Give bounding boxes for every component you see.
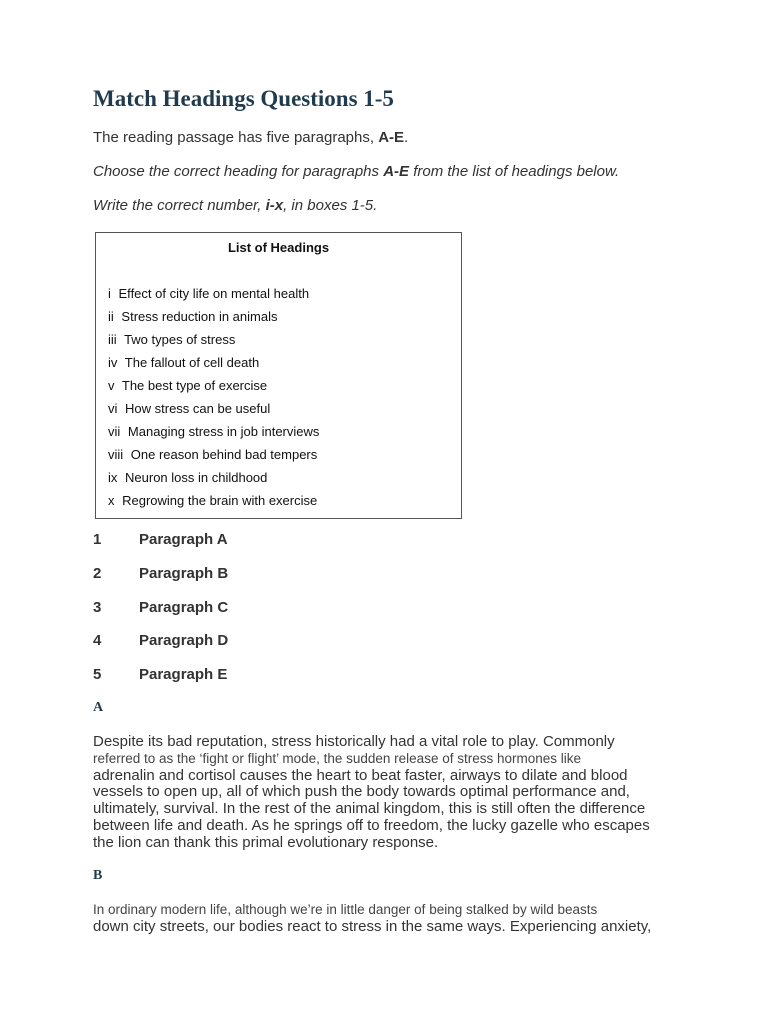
intro-line-3 xyxy=(93,197,377,214)
heading-number: viii xyxy=(108,447,124,462)
heading-number: iv xyxy=(108,355,118,370)
question-number: 1 xyxy=(93,531,102,548)
question-label: Paragraph D xyxy=(139,632,229,649)
paragraph-a xyxy=(93,734,693,852)
heading-text: How stress can be useful xyxy=(125,401,271,416)
heading-item xyxy=(108,470,319,493)
heading-text: The fallout of cell death xyxy=(124,355,260,370)
question-label: Paragraph C xyxy=(139,599,229,616)
intro-line-1-bold: A-E xyxy=(378,129,405,146)
headings-box-title: List of Headings xyxy=(227,240,330,255)
paragraph-line: adrenalin and cortisol causes the heart to beat faster, airways to dilate and blood xyxy=(93,766,628,784)
heading-number: ii xyxy=(108,309,114,324)
heading-number: vii xyxy=(108,424,121,439)
section-heading-b: B xyxy=(93,868,103,883)
heading-item xyxy=(108,355,319,378)
heading-text: Neuron loss in childhood xyxy=(125,470,268,485)
heading-number: x xyxy=(108,493,115,508)
heading-number: vi xyxy=(108,401,118,416)
heading-text: One reason behind bad tempers xyxy=(130,447,318,462)
intro-line-3-bold: i-x xyxy=(265,197,284,214)
heading-item xyxy=(108,447,319,470)
question-label: Paragraph E xyxy=(139,666,228,683)
intro-line-2-text: Choose the correct heading for paragraphs xyxy=(93,163,384,180)
page-title: Match Headings Questions 1-5 xyxy=(93,86,394,111)
paragraph-line: In ordinary modern life, although we’re in little danger of being stalked by wild beasts xyxy=(93,902,598,917)
heading-item xyxy=(108,309,319,332)
intro-line-2-bold: A-E xyxy=(383,163,410,180)
paragraph-line: Despite its bad reputation, stress historically had a vital role to play. Commonly xyxy=(93,733,615,750)
heading-item xyxy=(108,332,319,355)
intro-line-1 xyxy=(93,129,408,146)
heading-text: Stress reduction in animals xyxy=(121,309,278,324)
intro-line-3-text: Write the correct number, xyxy=(93,197,266,214)
question-number: 4 xyxy=(93,632,102,649)
intro-line-1-text: The reading passage has five paragraphs, xyxy=(93,129,379,146)
heading-text: Effect of city life on mental health xyxy=(118,286,310,301)
heading-number: v xyxy=(108,378,115,393)
heading-number: ix xyxy=(108,470,118,485)
question-number: 2 xyxy=(93,565,102,582)
heading-number: iii xyxy=(108,332,117,347)
heading-text: The best type of exercise xyxy=(121,378,268,393)
heading-item xyxy=(108,401,319,424)
paragraph-line: referred to as the ‘fight or flight’ mode, the sudden release of stress hormones like xyxy=(93,750,582,766)
question-number: 3 xyxy=(93,599,102,616)
intro-line-3-end: , in boxes 1-5. xyxy=(283,197,378,214)
headings-list xyxy=(108,286,319,516)
heading-text: Two types of stress xyxy=(124,332,236,347)
heading-item xyxy=(108,378,319,401)
paragraph-line: vessels to open up, all of which push the body towards optimal performance and, xyxy=(93,783,630,801)
paragraph-b xyxy=(93,902,693,936)
paragraph-line: the lion can thank this primal evolutionary response. xyxy=(93,833,439,851)
heading-item xyxy=(108,286,319,309)
section-heading-a: A xyxy=(93,700,104,715)
paragraph-line: between life and death. As he springs off to freedom, the lucky gazelle who escapes xyxy=(93,816,650,834)
intro-line-2 xyxy=(93,163,619,180)
heading-text: Managing stress in job interviews xyxy=(127,424,320,439)
question-label: Paragraph B xyxy=(139,565,229,582)
intro-line-2-end: from the list of headings below. xyxy=(409,163,620,180)
intro-line-1-end: . xyxy=(404,129,409,146)
paragraph-line: ultimately, survival. In the rest of the animal kingdom, this is still often the difference xyxy=(93,800,646,818)
heading-number: i xyxy=(108,286,111,301)
question-number: 5 xyxy=(93,666,102,683)
heading-item xyxy=(108,424,319,447)
paragraph-line: down city streets, our bodies react to stress in the same ways. Experiencing anxiety, xyxy=(93,917,652,935)
heading-text: Regrowing the brain with exercise xyxy=(122,493,318,508)
list-of-headings-box xyxy=(95,232,462,519)
heading-item xyxy=(108,493,319,516)
question-label: Paragraph A xyxy=(139,531,228,548)
